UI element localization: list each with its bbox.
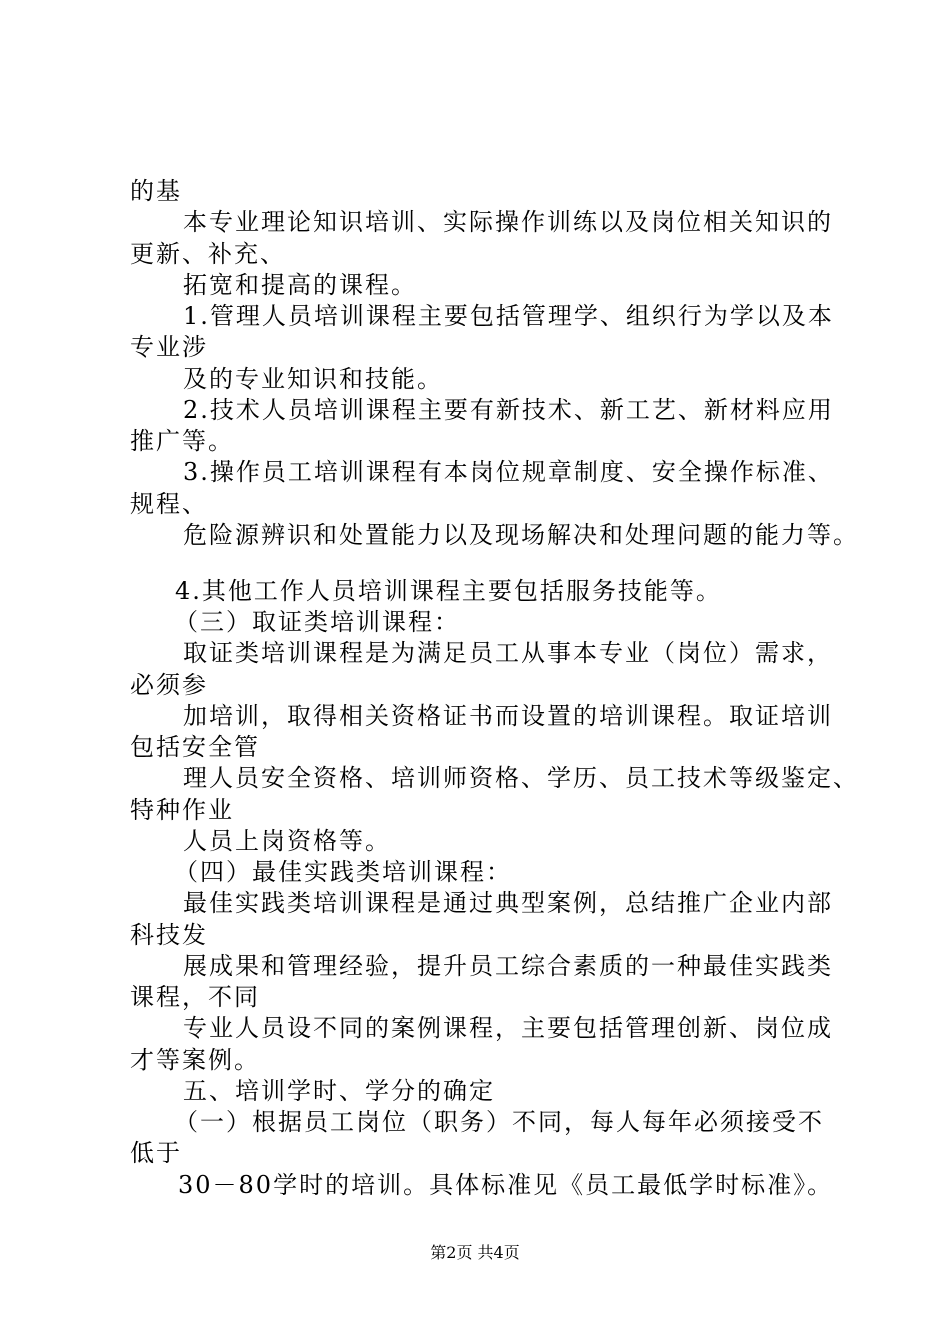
text-line: 人员上岗资格等。 bbox=[183, 827, 391, 855]
text-line: （一）根据员工岗位（职务）不同，每人每年必须接受不 bbox=[174, 1108, 824, 1136]
text-line: 特种作业 bbox=[130, 796, 234, 824]
text-line: 及的专业知识和技能。 bbox=[183, 365, 443, 393]
text-line: 1.管理人员培训课程主要包括管理学、组织行为学以及本 bbox=[183, 302, 834, 330]
text-line: 拓宽和提高的课程。 bbox=[183, 271, 417, 299]
text-line: 更新、补充、 bbox=[130, 240, 286, 268]
text-line: 必须参 bbox=[130, 671, 208, 699]
text-line: 加培训，取得相关资格证书而设置的培训课程。取证培训 bbox=[183, 702, 833, 730]
text-line: 才等案例。 bbox=[130, 1046, 260, 1074]
text-line: 包括安全管 bbox=[130, 733, 260, 761]
text-line: （四）最佳实践类培训课程： bbox=[174, 858, 512, 886]
text-line: 取证类培训课程是为满足员工从事本专业（岗位）需求， bbox=[183, 639, 833, 667]
text-line: 专业人员设不同的案例课程，主要包括管理创新、岗位成 bbox=[183, 1014, 833, 1042]
text-line: 理人员安全资格、培训师资格、学历、员工技术等级鉴定、 bbox=[183, 764, 859, 792]
section-heading: 五、培训学时、学分的确定 bbox=[183, 1077, 495, 1105]
text-line: 30－80学时的培训。具体标准见《员工最低学时标准》。 bbox=[178, 1171, 834, 1199]
text-line: 推广等。 bbox=[130, 427, 234, 455]
text-line: 的基 bbox=[130, 177, 182, 205]
text-line: 低于 bbox=[130, 1139, 182, 1167]
text-line: 本专业理论知识培训、实际操作训练以及岗位相关知识的 bbox=[183, 208, 833, 236]
text-line: 4.其他工作人员培训课程主要包括服务技能等。 bbox=[175, 577, 722, 605]
text-line: 2.技术人员培训课程主要有新技术、新工艺、新材料应用 bbox=[183, 396, 834, 424]
text-line: 课程，不同 bbox=[130, 983, 260, 1011]
text-line: 危险源辨识和处置能力以及现场解决和处理问题的能力等。 bbox=[183, 521, 859, 549]
text-line: 规程、 bbox=[130, 490, 208, 518]
text-line: 最佳实践类培训课程是通过典型案例，总结推广企业内部 bbox=[183, 889, 833, 917]
text-line: 展成果和管理经验，提升员工综合素质的一种最佳实践类 bbox=[183, 952, 833, 980]
text-line: 3.操作员工培训课程有本岗位规章制度、安全操作标准、 bbox=[183, 458, 834, 486]
text-line: 科技发 bbox=[130, 921, 208, 949]
text-line: 专业涉 bbox=[130, 333, 208, 361]
page-number-footer: 第2页 共4页 bbox=[430, 1243, 520, 1262]
text-line: （三）取证类培训课程： bbox=[174, 608, 460, 636]
